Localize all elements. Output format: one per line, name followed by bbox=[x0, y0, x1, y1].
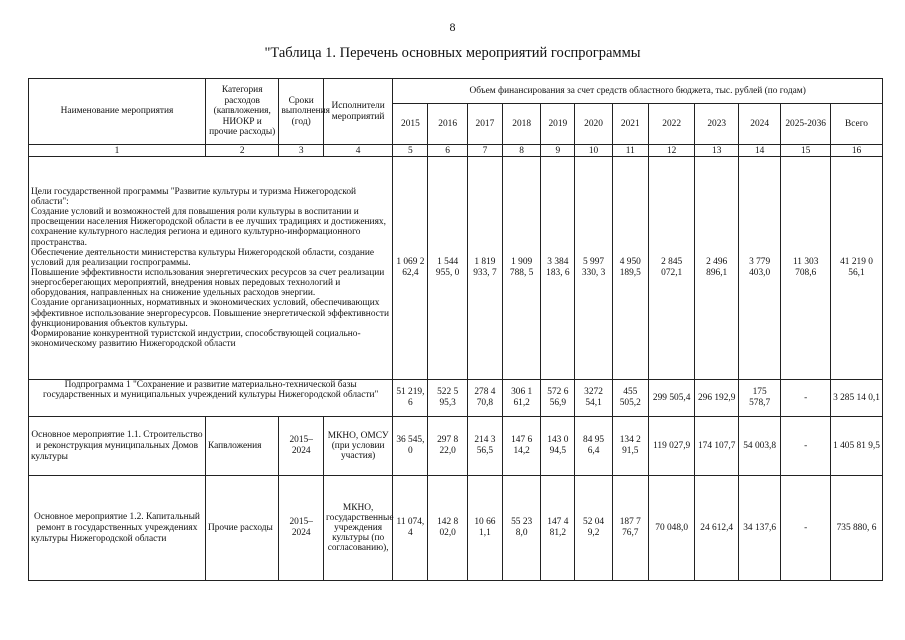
goal-text: Создание условий и возможностей для повышения роли культуры в воспитании и просвещении населения Нижегородской области в ее лучших традициях и достижениях, сохранение культурного наследия региона и единого культурно-информационного пространства. bbox=[31, 207, 386, 248]
col-number: 6 bbox=[428, 145, 467, 157]
header-row bbox=[29, 79, 883, 104]
value-cell: 3272 54,1 bbox=[575, 380, 612, 417]
col-number: 3 bbox=[279, 145, 324, 157]
value-cell: 278 4 70,8 bbox=[467, 380, 502, 417]
value-cell: 175 578,7 bbox=[738, 380, 780, 417]
page-number: 8 bbox=[449, 20, 456, 34]
header-name: Наименование мероприятия bbox=[29, 79, 206, 145]
measure-category: Прочие расходы bbox=[205, 476, 278, 581]
value-cell: 306 1 61,2 bbox=[503, 380, 541, 417]
value-cell: 1 909 788, 5 bbox=[503, 157, 541, 380]
value-cell: 142 8 02,0 bbox=[428, 476, 467, 581]
goal-text: Создание организационных, нормативных и экономических условий, обеспечивающих эффективное использование энергоресурсов. Повышение энергетической эффективности функционирования объектов культуры. bbox=[31, 298, 390, 329]
col-number: 5 bbox=[393, 145, 428, 157]
value-cell: 455 505,2 bbox=[612, 380, 648, 417]
measures-table bbox=[28, 78, 883, 581]
total-cell: 1 405 81 9,5 bbox=[831, 417, 883, 476]
measure-executor: МКНО, ОМСУ (при условии участия) bbox=[323, 417, 392, 476]
col-number: 8 bbox=[503, 145, 541, 157]
col-number: 14 bbox=[738, 145, 780, 157]
value-cell: 3 384 183, 6 bbox=[541, 157, 575, 380]
value-cell: 2 496 896,1 bbox=[695, 157, 738, 380]
header-year: 2021 bbox=[612, 104, 648, 145]
value-cell: - bbox=[781, 476, 831, 581]
col-number: 12 bbox=[648, 145, 695, 157]
value-cell: 11 303 708,6 bbox=[781, 157, 831, 380]
col-number: 9 bbox=[541, 145, 575, 157]
goal-text: Формирование конкурентной туристской индустрии, способствующей социально-экономическому развитию Нижегородской области bbox=[31, 328, 361, 350]
value-cell: 147 4 81,2 bbox=[541, 476, 575, 581]
col-number: 2 bbox=[205, 145, 278, 157]
value-cell: 1 069 2 62,4 bbox=[393, 157, 428, 380]
col-number: 13 bbox=[695, 145, 738, 157]
col-number: 11 bbox=[612, 145, 648, 157]
value-cell: 297 8 22,0 bbox=[428, 417, 467, 476]
header-year: 2015 bbox=[393, 104, 428, 145]
value-cell: 187 7 76,7 bbox=[612, 476, 648, 581]
table-row-measure-1-2 bbox=[29, 476, 883, 581]
value-cell: 84 95 6,4 bbox=[575, 417, 612, 476]
header-year: 2016 bbox=[428, 104, 467, 145]
value-cell: 299 505,4 bbox=[648, 380, 695, 417]
value-cell: 70 048,0 bbox=[648, 476, 695, 581]
total-cell: 735 880, 6 bbox=[831, 476, 883, 581]
value-cell: 2 845 072,1 bbox=[648, 157, 695, 380]
col-number: 1 bbox=[29, 145, 206, 157]
value-cell: 55 23 8,0 bbox=[503, 476, 541, 581]
header-total: Всего bbox=[831, 104, 883, 145]
header-year: 2017 bbox=[467, 104, 502, 145]
header-year: 2019 bbox=[541, 104, 575, 145]
measure-terms: 2015–2024 bbox=[279, 417, 324, 476]
col-number: 16 bbox=[831, 145, 883, 157]
table-title: "Таблица 1. Перечень основных мероприятий госпрограммы bbox=[264, 45, 641, 61]
goal-text: Повышение эффективности использования энергетических ресурсов за счет реализации энергосберегающих мероприятий, внедрения новых передовых технологий и оборудования, направленных на снижение удельных расходов энергии. bbox=[31, 268, 385, 299]
col-number: 10 bbox=[575, 145, 612, 157]
value-cell: 1 819 933, 7 bbox=[467, 157, 502, 380]
col-number: 15 bbox=[781, 145, 831, 157]
value-cell: 10 66 1,1 bbox=[467, 476, 502, 581]
goal-text: Обеспечение деятельности министерства культуры Нижегородской области, создание условий для реализации госпрограммы. bbox=[31, 247, 375, 268]
value-cell: 24 612,4 bbox=[695, 476, 738, 581]
value-cell: - bbox=[781, 380, 831, 417]
measure-name: Основное мероприятие 1.2. Капитальный ремонт в государственных учреждениях культуры Нижегородской области bbox=[29, 476, 206, 581]
value-cell: 119 027,9 bbox=[648, 417, 695, 476]
total-cell: 3 285 14 0,1 bbox=[831, 380, 883, 417]
value-cell: 11 074, 4 bbox=[393, 476, 428, 581]
table-row-subprogram-1 bbox=[29, 380, 883, 417]
header-year: 2023 bbox=[695, 104, 738, 145]
header-category: Категория расходов (капвложения, НИОКР и прочие расходы) bbox=[205, 79, 278, 145]
measure-name: Основное мероприятие 1.1. Строительство и реконструкция муниципальных Домов культуры bbox=[29, 417, 206, 476]
header-year: 2025-2036 bbox=[781, 104, 831, 145]
header-executors: Исполнители мероприятий bbox=[323, 79, 392, 145]
value-cell: 572 6 56,9 bbox=[541, 380, 575, 417]
value-cell: 143 0 94,5 bbox=[541, 417, 575, 476]
measure-category: Капвложения bbox=[205, 417, 278, 476]
value-cell: 214 3 56,5 bbox=[467, 417, 502, 476]
col-number: 7 bbox=[467, 145, 502, 157]
value-cell: 34 137,6 bbox=[738, 476, 780, 581]
header-year: 2024 bbox=[738, 104, 780, 145]
table-row-program-goals bbox=[29, 157, 883, 380]
measure-terms: 2015–2024 bbox=[279, 476, 324, 581]
header-year: 2022 bbox=[648, 104, 695, 145]
value-cell: 1 544 955, 0 bbox=[428, 157, 467, 380]
header-funding: Объем финансирования за счет средств областного бюджета, тыс. рублей (по годам) bbox=[393, 79, 883, 104]
value-cell: - bbox=[781, 417, 831, 476]
value-cell: 296 192,9 bbox=[695, 380, 738, 417]
value-cell: 36 545, 0 bbox=[393, 417, 428, 476]
value-cell: 51 219, 6 bbox=[393, 380, 428, 417]
header-year: 2020 bbox=[575, 104, 612, 145]
table-row-measure-1-1 bbox=[29, 417, 883, 476]
value-cell: 147 6 14,2 bbox=[503, 417, 541, 476]
total-cell: 41 219 0 56,1 bbox=[831, 157, 883, 380]
column-numbers-row bbox=[29, 145, 883, 157]
subprogram-name: Подпрограмма 1 "Сохранение и развитие материально-технической базы государственных и муниципальных учреждений культуры Нижегородской области" bbox=[29, 380, 393, 417]
col-number: 4 bbox=[323, 145, 392, 157]
program-goals-cell bbox=[29, 157, 393, 380]
value-cell: 522 5 95,3 bbox=[428, 380, 467, 417]
header-year: 2018 bbox=[503, 104, 541, 145]
measure-executor: МКНО, государственные учреждения культуры (по согласованию), bbox=[323, 476, 392, 581]
value-cell: 3 779 403,0 bbox=[738, 157, 780, 380]
value-cell: 4 950 189,5 bbox=[612, 157, 648, 380]
header-terms: Сроки выполнения (год) bbox=[279, 79, 324, 145]
value-cell: 174 107,7 bbox=[695, 417, 738, 476]
value-cell: 54 003,8 bbox=[738, 417, 780, 476]
value-cell: 5 997 330, 3 bbox=[575, 157, 612, 380]
value-cell: 52 04 9,2 bbox=[575, 476, 612, 581]
goal-text: Цели государственной программы "Развитие культуры и туризма Нижегородской области": bbox=[31, 186, 357, 207]
value-cell: 134 2 91,5 bbox=[612, 417, 648, 476]
